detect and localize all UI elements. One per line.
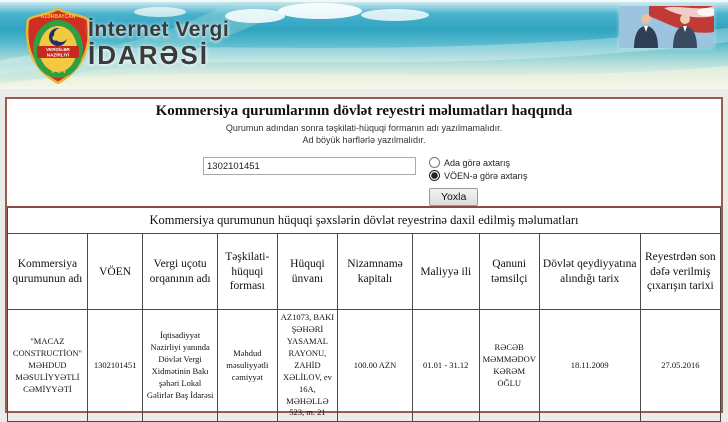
cell-last-extract-date: 27.05.2016 [640,310,720,422]
registry-table-title: Kommersiya qurumunun hüquqi şəxslərin dövlət reyestrinə daxil edilmiş məlumatları [8,207,721,234]
site-title-line1: İnternet Vergi [88,18,230,41]
site-title [88,18,229,71]
content-panel [5,97,723,418]
header-banner [0,0,728,89]
col-header-fiscal-year: Maliyyə ili [412,234,479,310]
radio-search-by-name-label: Ada görə axtarış [444,157,511,168]
emblem-monogram: VN [48,61,68,76]
cell-legal-form: Məhdud məsuliyyətli cəmiyyət [217,310,277,422]
emblem-top-text: AZƏRBAYCAN [40,14,76,20]
tax-ministry-emblem-icon [22,8,94,84]
col-header-legal-representative: Qanuni təmsilçi [479,234,539,310]
search-notes [7,122,721,146]
check-button[interactable]: Yoxla [429,188,478,206]
emblem-band-line2: NAZİRLİYİ [46,52,70,58]
radio-search-by-voen-label: VÖEN-ə görə axtarış [444,170,528,181]
registry-table [7,206,721,422]
cell-company-name: "MACAZ CONSTRUCTİON" MƏHDUD MƏSULİYYƏTLİ CƏMİYYƏTİ [8,310,88,422]
cell-voen: 1302101451 [87,310,143,422]
cell-legal-representative: RƏCƏB MƏMMƏDOV KƏRƏM OĞLU [479,310,539,422]
cell-fiscal-year: 01.01 - 31.12 [412,310,479,422]
search-mode-group [429,157,528,206]
table-row [8,310,721,422]
radio-search-by-name[interactable] [429,157,528,168]
col-header-company-name: Kommersiya qurumunun adı [8,234,88,310]
col-header-legal-address: Hüquqi ünvanı [277,234,337,310]
col-header-charter-capital: Nizamnamə kapitalı [338,234,413,310]
search-form [203,157,721,206]
search-input[interactable] [203,157,416,175]
radio-search-by-name-input[interactable] [429,157,440,168]
page-title: Kommersiya qurumlarının dövlət reyestri məlumatları haqqında [155,103,573,119]
note-line1: Qurumun adından sonra təşkilati-hüquqi formanın adı yazılmamalıdır. [225,123,503,133]
col-header-last-extract-date: Reyestrdən son dəfə verilmiş çıxarışın tarixi [640,234,720,310]
col-header-legal-form: Təşkilati-hüquqi forması [217,234,277,310]
col-header-tax-office: Vergi uçotu orqanının adı [143,234,218,310]
cell-registration-date: 18.11.2009 [539,310,640,422]
cell-charter-capital: 100.00 AZN [338,310,413,422]
cell-tax-office: İqtisadiyyat Nazirliyi yanında Dövlət Vergi Xidmətinin Bakı şəhəri Lokal Gəlirlər Baş İdarəsi [143,310,218,422]
cell-legal-address: AZ1073, BAKI ŞƏHƏRİ YASAMAL RAYONU, ZAHİD XƏLİLOV, ev 16A, MƏHƏLLƏ 523, m. 21 [277,310,337,422]
radio-search-by-voen-input[interactable] [429,170,440,181]
note-line2: Ad böyük hərflərlə yazılmalıdır. [302,135,426,146]
col-header-voen: VÖEN [87,234,143,310]
emblem-band-line1: VERGİLƏR [46,47,70,52]
site-title-line2: İDARƏSİ [88,40,209,70]
col-header-registration-date: Dövlət qeydiyyatına alındığı tarix [539,234,640,310]
presidents-photo [619,6,714,48]
radio-search-by-voen[interactable] [429,170,528,181]
